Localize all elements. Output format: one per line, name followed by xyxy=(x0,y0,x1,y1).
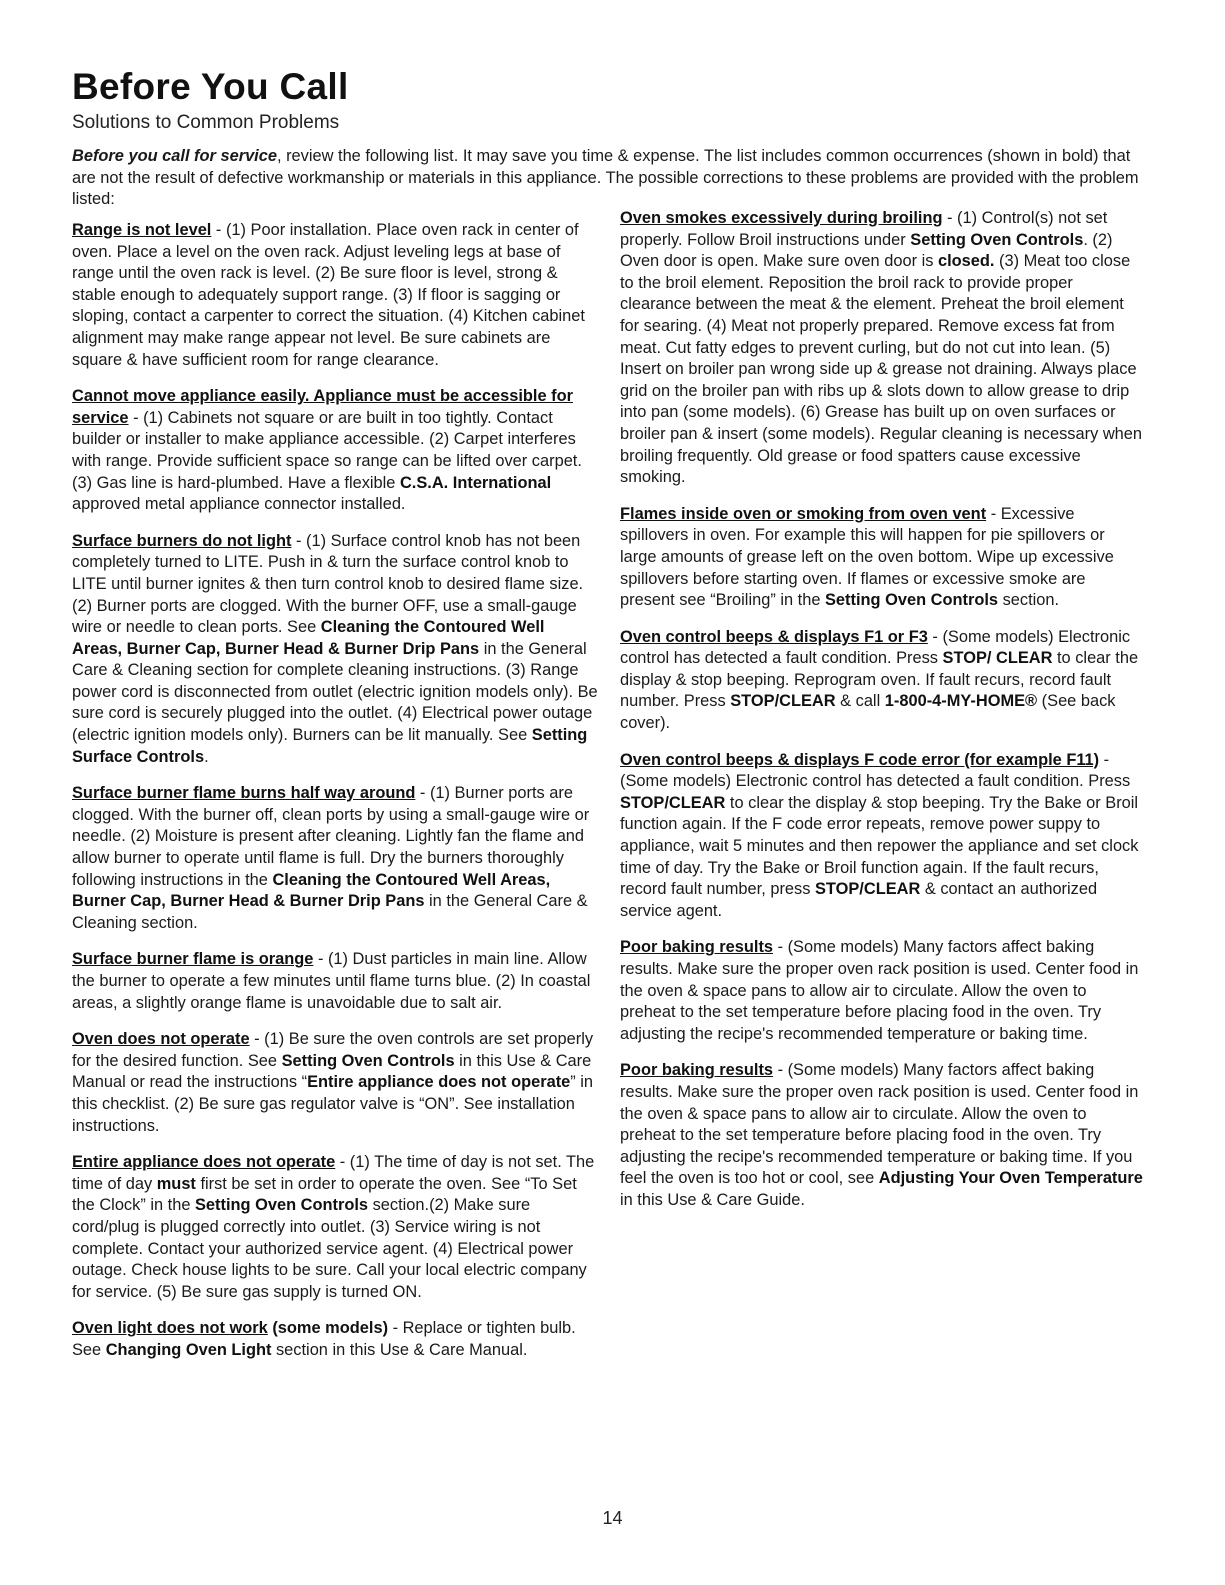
solution-text: in this Use & Care Manual or read the instructions “ xyxy=(72,1051,592,1092)
solution-text: - (Some models) Many factors affect baking results. Make sure the proper oven rack position is used. Center food in the oven & space pans to allow air to circulate. Allow the oven to preheat to the set temperature before placing food in the oven. Try adjusting the recipe's recommended temperature or baking time. If you feel the oven is too hot or cool, see xyxy=(620,1061,1139,1188)
problem-entry xyxy=(72,1318,598,1361)
solution-text: ” in this checklist. (2) Be sure gas regulator valve is “ON”. See installation instructions. xyxy=(72,1073,594,1135)
solution-text: & contact an authorized service agent. xyxy=(620,880,1098,920)
problem-title: Poor baking results xyxy=(620,1061,774,1080)
bold-reference: STOP/CLEAR xyxy=(814,880,921,899)
solution-text: in the General Care & Cleaning section for complete cleaning instructions. (3) Range power cord is disconnected from outlet (electric ignition models only). Be sure cord is securely plugged into the outlet. (4) Electrical power outage (electric ignition models only). Burners can be lit manually. See xyxy=(72,639,598,745)
solution-text: - (1) Surface control knob has not been completely turned to LITE. Push in & turn the surface control knob to LITE until burner ignites & then turn control knob to desired flame size. (2) Burner ports are clogged. With the burner OFF, use a small-gauge wire or needle to clean ports. See xyxy=(72,531,584,637)
problem-entry xyxy=(620,504,1143,612)
bold-reference: Setting Oven Controls xyxy=(825,591,999,610)
solution-text: - (1) Control(s) not set properly. Follow Broil instructions under xyxy=(620,209,1108,249)
solution-text: section.(2) Make sure cord/plug is plugged correctly into outlet. (3) Service wiring is not complete. Contact your authorized service agent. (4) Electrical power outage. Check house lights to be sure. Call your local electric company for service. (5) Be sure gas supply is turned ON. xyxy=(72,1196,587,1301)
bold-reference: Setting Surface Controls xyxy=(72,726,588,766)
problem-entry xyxy=(620,1060,1143,1211)
bold-reference: Changing Oven Light xyxy=(105,1340,272,1359)
problem-title: Oven control beeps & displays F code error (for example F11) xyxy=(620,750,1100,769)
bold-reference: Cleaning the Contoured Well Areas, Burner Cap, Burner Head & Burner Drip Pans xyxy=(72,870,551,911)
solution-text: - (1) Be sure the oven controls are set properly for the desired function. See xyxy=(72,1030,594,1070)
solution-text: - (1) Burner ports are clogged. With the burner off, clean ports by using a small-gauge wire or needle. (2) Moisture is present after cleaning. Lightly fan the flame and allow burner to operate until flame is full. Dry the burners thoroughly following instructions in the xyxy=(72,784,590,889)
solution-text: - (Some models) Many factors affect baking results. Make sure the proper oven rack position is used. Center food in the oven & space pans to allow air to circulate. Allow the oven to preheat to the set temperature before placing food in the oven. Try adjusting the recipe's recommended temperature or baking time. xyxy=(620,938,1139,1043)
intro-lead: Before you call for service xyxy=(72,147,277,165)
solution-text: & call xyxy=(835,692,885,711)
solution-text: - Excessive spillovers in oven. For example this will happen for pie spillovers or large amounts of grease left on the oven bottom. Wipe up excessive spillovers before starting oven. If flames or excessive smoke are present see “Broiling” in the xyxy=(620,504,1114,610)
bold-reference: Setting Oven Controls xyxy=(910,230,1084,249)
problem-entry xyxy=(72,1029,598,1137)
solution-text: in this Use & Care Guide. xyxy=(620,1190,805,1209)
problem-title: Surface burners do not light xyxy=(72,531,292,550)
bold-reference: Setting Oven Controls xyxy=(195,1196,369,1215)
bold-reference: Cleaning the Contoured Well Areas, Burner Cap, Burner Head & Burner Drip Pans xyxy=(72,618,545,658)
bold-reference: Setting Oven Controls xyxy=(281,1051,455,1070)
problem-entry xyxy=(620,627,1143,735)
problem-title: Entire appliance does not operate xyxy=(72,1153,336,1172)
solution-text: section in this Use & Care Manual. xyxy=(271,1340,528,1359)
page-subtitle: Solutions to Common Problems xyxy=(72,112,340,133)
solution-text: first be set in order to operate the oven. See “To Set the Clock” in the xyxy=(72,1174,577,1215)
bold-reference: STOP/CLEAR xyxy=(730,692,836,711)
problem-title: Oven light does not work xyxy=(72,1319,268,1338)
bold-reference: STOP/CLEAR xyxy=(620,793,726,812)
problem-title: Surface burner flame is orange xyxy=(72,950,314,969)
problem-entry xyxy=(72,386,598,516)
bold-reference: 1-800-4-MY-HOME® xyxy=(884,692,1038,711)
solution-text: - (1) The time of day is not set. The time of day xyxy=(72,1153,595,1193)
problem-entry xyxy=(72,949,598,1014)
bold-reference: (some models) xyxy=(267,1319,389,1338)
solution-text: to clear the display & stop beeping. Try the Bake or Broil function again. If the F code error repeats, remove power suppy to appliance, wait 5 minutes and then repower the appliance and set clock time of day. Try the Bake or Broil function again. If the fault recurs, record fault number, press xyxy=(620,793,1139,899)
right-column xyxy=(620,208,1143,1227)
solution-text: - (1) Poor installation. Place oven rack in center of oven. Place a level on the oven rack. Adjust leveling legs at base of range until the oven rack is level. (2) Be sure floor is level, strong & stable enough to adequately support range. (3) If floor is sagging or sloping, contact a carpenter to correct the situation. (4) Kitchen cabinet alignment may make range appear not level. Be sure cabinets are square & have sufficient room for range clearance. xyxy=(72,221,585,369)
problem-title: Oven does not operate xyxy=(72,1030,250,1049)
solution-text: - (Some models) Electronic control has detected a fault condition. Press xyxy=(620,750,1131,791)
solution-text: section. xyxy=(998,591,1060,610)
page-number: 14 xyxy=(602,1508,623,1528)
problem-entry xyxy=(72,531,598,769)
solution-text: . (2) Oven door is open. Make sure oven door is xyxy=(620,230,1113,271)
solution-text: - Replace or tighten bulb. See xyxy=(72,1319,576,1359)
bold-reference: C.S.A. International xyxy=(399,473,552,492)
problem-title: Poor baking results xyxy=(620,938,774,957)
solution-text: . xyxy=(204,747,209,766)
solution-text: to clear the display & stop beeping. Reprogram oven. If fault recurs, record fault number. Press xyxy=(620,649,1139,711)
solution-text: approved metal appliance connector installed. xyxy=(72,495,406,514)
intro-text: , review the following list. It may save you time & expense. The list includes common occurrences (shown in bold) that are not the result of defective workmanship or materials in this appliance. The possible corrections to these problems are provided with the problem listed: xyxy=(72,147,1139,209)
solution-text: - (1) Cabinets not square or are built in too tightly. Contact builder or installer to make appliance accessible. (2) Carpet interferes with range. Provide sufficient space so range can be lifted over carpet. (3) Gas line is hard-plumbed. Have a flexible xyxy=(72,408,582,492)
bold-reference: STOP/ CLEAR xyxy=(942,649,1053,668)
problem-entry xyxy=(620,750,1143,923)
left-column xyxy=(72,220,598,1377)
solution-text: - (1) Dust particles in main line. Allow the burner to operate a few minutes until flame turns blue. (2) In coastal areas, a slightly orange flame is unavoidable due to salt air. xyxy=(72,950,591,1012)
problem-title: Flames inside oven or smoking from oven vent xyxy=(620,504,987,523)
solution-text: - (Some models) Electronic control has detected a fault condition. Press xyxy=(620,627,1131,668)
problem-entry xyxy=(72,220,598,371)
problem-entry xyxy=(620,937,1143,1045)
problem-entry xyxy=(72,1152,598,1303)
solution-text: in the General Care & Cleaning section. xyxy=(72,892,588,932)
bold-reference: must xyxy=(156,1174,196,1193)
bold-reference: closed. xyxy=(937,252,995,271)
problem-entry xyxy=(72,783,598,934)
problem-title: Surface burner flame burns half way around xyxy=(72,784,416,803)
solution-text: (See back cover). xyxy=(620,692,1116,733)
page-title: Before You Call xyxy=(72,66,349,107)
problem-title: Range is not level xyxy=(72,221,212,239)
bold-reference: Adjusting Your Oven Temperature xyxy=(878,1169,1143,1188)
problem-title: Oven smokes excessively during broiling xyxy=(620,209,943,227)
problem-title: Cannot move appliance easily. Appliance must be accessible for service xyxy=(72,387,573,427)
intro-paragraph xyxy=(72,146,1152,211)
bold-reference: Entire appliance does not operate xyxy=(307,1073,571,1092)
problem-title: Oven control beeps & displays F1 or F3 xyxy=(620,627,928,646)
solution-text: (3) Meat too close to the broil element. Reposition the broil rack to provide proper clearance between the meat & the element. Preheat the broil element for searing. (4) Meat not properly prepared. Remove excess fat from meat. Cut fatty edges to prevent curling, but do not cut into lean. (5) Insert on broiler pan wrong side up & grease not draining. Always place grid on the broiler pan with ribs up & slots down to allow grease to drip into pan (some models). (6) Grease has built up on oven surfaces or broiler pan & insert (some models). Regular cleaning is necessary when broiling frequently. Old grease or food spatters cause excessive smoking. xyxy=(620,252,1143,487)
problem-entry xyxy=(620,208,1143,489)
